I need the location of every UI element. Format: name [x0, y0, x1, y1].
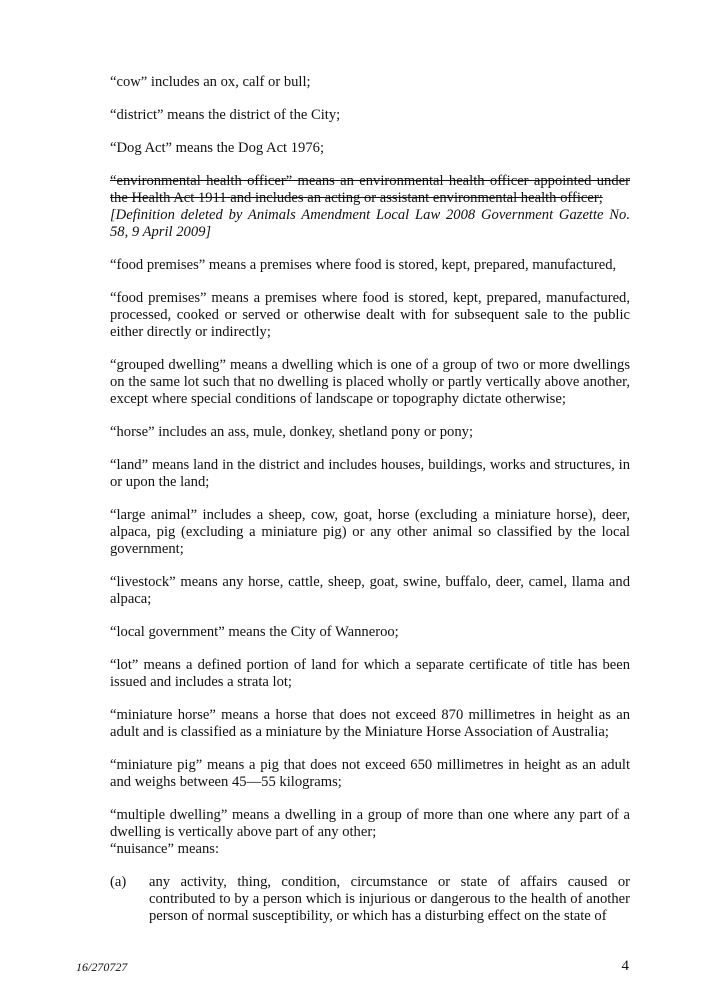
- definition-nuisance: “nuisance” means:: [110, 841, 219, 857]
- deletion-note: [Definition deleted by Animals Amendment Local Law 2008 Government Gazette No. 58, 9 April 2009]: [110, 207, 630, 240]
- definition-livestock: “livestock” means any horse, cattle, sheep, goat, swine, buffalo, deer, camel, llama and alpaca;: [110, 574, 630, 607]
- definitions-section: [110, 74, 630, 925]
- definition-food-premises: “food premises” means a premises where food is stored, kept, prepared, manufactured, processed, cooked or served or otherwise dealt with for subsequent sale to the public either directly or indirectly;: [110, 290, 630, 340]
- list-item-text: any activity, thing, condition, circumstance or state of affairs caused or contributed to by a person which is injurious or dangerous to the health of another person of normal susceptibility, or which has a disturbing effect on the state of: [149, 874, 630, 924]
- definition-horse: “horse” includes an ass, mule, donkey, shetland pony or pony;: [110, 424, 474, 440]
- definition-dog-act: “Dog Act” means the Dog Act 1976;: [110, 140, 324, 156]
- definition-lot: “lot” means a defined portion of land for which a separate certificate of title has been issued and includes a strata lot;: [110, 657, 630, 690]
- document-reference: 16/270727: [76, 960, 128, 974]
- page-number: 4: [621, 958, 629, 974]
- definition-cow: “cow” includes an ox, calf or bull;: [110, 74, 311, 90]
- definition-environmental-health-officer-deleted: “environmental health officer” means an environmental health officer appointed under the Health Act 1911 and includes an acting or assistant environmental health officer;: [110, 173, 630, 206]
- definition-district: “district” means the district of the City;: [110, 107, 341, 123]
- definition-miniature-pig: “miniature pig” means a pig that does not exceed 650 millimetres in height as an adult and weighs between 45—55 kilograms;: [110, 757, 630, 790]
- definition-food-premises-partial: “food premises” means a premises where food is stored, kept, prepared, manufactured,: [110, 257, 617, 273]
- definition-grouped-dwelling: “grouped dwelling” means a dwelling which is one of a group of two or more dwellings on the same lot such that no dwelling is placed wholly or partly vertically above another, except where special conditions of landscape or topography dictate otherwise;: [110, 357, 630, 407]
- definition-multiple-dwelling: “multiple dwelling” means a dwelling in a group of more than one where any part of a dwelling is vertically above part of any other;: [110, 807, 630, 840]
- definition-large-animal: “large animal” includes a sheep, cow, goat, horse (excluding a miniature horse), deer, alpaca, pig (excluding a miniature pig) or any other animal so classified by the local government;: [110, 507, 630, 557]
- list-label: (a): [110, 874, 127, 890]
- definition-miniature-horse: “miniature horse” means a horse that does not exceed 870 millimetres in height as an adult and is classified as a miniature by the Miniature Horse Association of Australia;: [110, 707, 630, 740]
- nuisance-item-a: [110, 874, 630, 925]
- definition-local-government: “local government” means the City of Wanneroo;: [110, 624, 399, 640]
- definition-land: “land” means land in the district and includes houses, buildings, works and structures, in or upon the land;: [110, 457, 630, 490]
